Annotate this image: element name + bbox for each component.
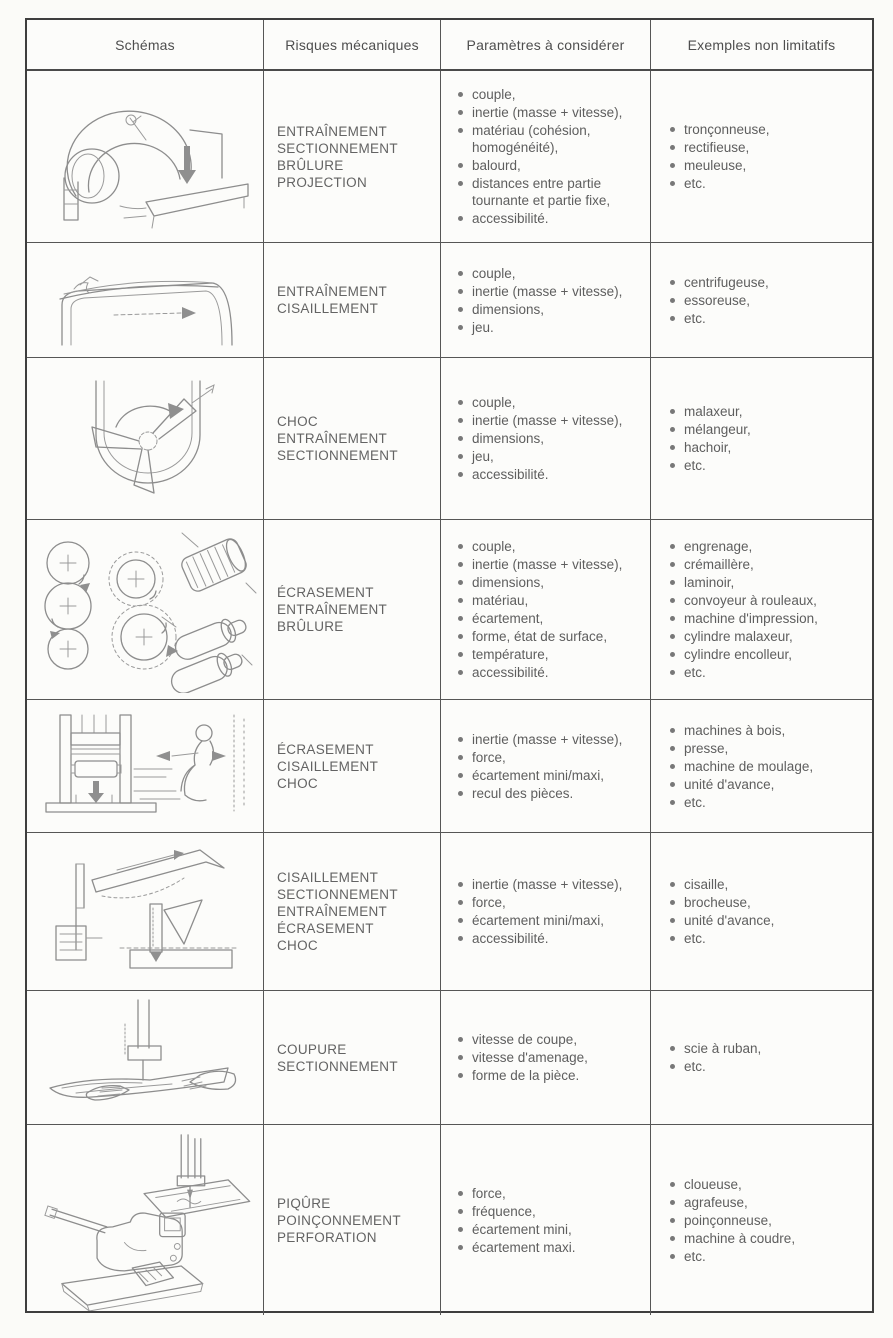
risk-label: ÉCRASEMENT [277,921,374,936]
bullet-item: distances entre partie tournante et partie fixe, [455,175,642,209]
bullet-item: presse, [667,740,864,757]
bullet-item: forme, état de surface, [455,628,642,645]
bullet-item: etc. [667,1058,864,1075]
risk-label: ENTRAÎNEMENT [277,602,388,617]
bullet-item: unité d'avance, [667,912,864,929]
bullet-item: etc. [667,1248,864,1265]
risques-cell [263,1125,440,1315]
schema-cell [27,520,263,699]
shear-blade-sketch [32,838,258,986]
schema-cell [27,71,263,242]
table-header-row [27,20,872,71]
risques-cell [263,243,440,357]
bullet-item: etc. [667,310,864,327]
centrifuge-sketch [34,251,256,349]
bullet-item: etc. [667,175,864,192]
risk-label: ENTRAÎNEMENT [277,431,388,446]
bullet-item: poinçonneuse, [667,1212,864,1229]
table-row [27,242,872,357]
parametres-cell [440,243,650,357]
bullet-item: couple, [455,265,642,282]
band-saw-hands-sketch [32,996,258,1120]
bullet-item: machine de moulage, [667,758,864,775]
exemples-cell [650,358,872,519]
bullet-item: tronçonneuse, [667,121,864,138]
bullet-item: cloueuse, [667,1176,864,1193]
bullet-item: forme de la pièce. [455,1067,642,1084]
parametres-cell [440,991,650,1124]
bullet-item: couple, [455,538,642,555]
bullet-item: inertie (masse + vitesse), [455,876,642,893]
bullet-item: machines à bois, [667,722,864,739]
risques-cell [263,358,440,519]
bullet-item: balourd, [455,157,642,174]
bullet-item: etc. [667,794,864,811]
nail-gun-sewing-sketch [32,1129,258,1311]
bullet-item: rectifieuse, [667,139,864,156]
bullet-item: fréquence, [455,1203,642,1220]
risk-label: CHOC [277,414,318,429]
bullet-item: accessibilité. [455,210,642,227]
bullet-item: force, [455,894,642,911]
bullet-item: hachoir, [667,439,864,456]
risk-label: ENTRAÎNEMENT [277,284,388,299]
risk-label: POINÇONNEMENT [277,1212,401,1228]
risk-label: ENTRAÎNEMENT [277,904,388,919]
risk-label: CISAILLEMENT [277,758,379,774]
bullet-item: écartement mini, [455,1221,642,1238]
risk-label: PIQÛRE [277,1195,331,1211]
table-row [27,1124,872,1315]
exemples-cell [650,71,872,242]
table-row [27,832,872,990]
bullet-item: jeu, [455,448,642,465]
risques-cell [263,520,440,699]
risk-label: CHOC [277,938,318,953]
exemples-cell [650,1125,872,1315]
bullet-item: machine à coudre, [667,1230,864,1247]
bullet-item: accessibilité. [455,664,642,681]
bullet-item: scie à ruban, [667,1040,864,1057]
parametres-cell [440,71,650,242]
bullet-item: crémaillère, [667,556,864,573]
bullet-item: dimensions, [455,430,642,447]
parametres-cell [440,833,650,990]
risk-label: CISAILLEMENT [277,870,379,885]
parametres-cell [440,520,650,699]
bullet-item: mélangeur, [667,421,864,438]
bullet-item: accessibilité. [455,466,642,483]
parametres-cell [440,700,650,832]
mixer-rotor-sketch [34,369,256,509]
schema-cell [27,700,263,832]
risques-cell [263,71,440,242]
bullet-item: inertie (masse + vitesse), [455,283,642,300]
risques-cell [263,700,440,832]
bullet-item: brocheuse, [667,894,864,911]
parametres-cell [440,358,650,519]
exemples-cell [650,520,872,699]
header-parametres: Paramètres à considérer [440,20,650,69]
risk-label: COUPURE [277,1041,347,1057]
bullet-item: cisaille, [667,876,864,893]
gears-rollers-sketch [32,527,258,693]
risk-label: ÉCRASEMENT [277,585,374,600]
bullet-item: etc. [667,930,864,947]
schema-cell [27,243,263,357]
table-row [27,357,872,519]
risk-label: ENTRAÎNEMENT [277,123,388,139]
bullet-item: convoyeur à rouleaux, [667,592,864,609]
bullet-item: essoreuse, [667,292,864,309]
table-row [27,990,872,1124]
bullet-item: force, [455,749,642,766]
bullet-item: écartement maxi. [455,1239,642,1256]
table-row [27,699,872,832]
bullet-item: vitesse de coupe, [455,1031,642,1048]
risk-label: SECTIONNEMENT [277,887,398,902]
bullet-item: cylindre encolleur, [667,646,864,663]
bullet-item: engrenage, [667,538,864,555]
bullet-item: malaxeur, [667,403,864,420]
bullet-item: dimensions, [455,574,642,591]
bullet-item: inertie (masse + vitesse), [455,412,642,429]
bullet-item: machine d'impression, [667,610,864,627]
exemples-cell [650,243,872,357]
schema-cell [27,1125,263,1315]
risques-cell [263,833,440,990]
risques-cell [263,991,440,1124]
risk-label: SECTIONNEMENT [277,1058,398,1074]
bullet-item: accessibilité. [455,930,642,947]
header-exemples: Exemples non limitatifs [650,20,872,69]
cutoff-saw-sketch [34,78,256,236]
table-row [27,71,872,242]
schema-cell [27,833,263,990]
mechanical-risks-table [25,18,874,1313]
header-risques-mecaniques: Risques mécaniques [263,20,440,69]
risk-label: BRÛLURE [277,619,344,634]
bullet-item: matériau (cohésion, homogénéité), [455,122,642,156]
header-schemas: Schémas [115,36,175,53]
bullet-item: meuleuse, [667,157,864,174]
table-row [27,519,872,699]
exemples-cell [650,700,872,832]
bullet-item: centrifugeuse, [667,274,864,291]
bullet-item: couple, [455,86,642,103]
bullet-item: dimensions, [455,301,642,318]
risk-label: CHOC [277,775,318,791]
risk-label: PERFORATION [277,1229,377,1245]
bullet-item: vitesse d'amenage, [455,1049,642,1066]
bullet-item: recul des pièces. [455,785,642,802]
bullet-item: inertie (masse + vitesse), [455,731,642,748]
bullet-item: etc. [667,457,864,474]
schema-cell [27,991,263,1124]
bullet-item: agrafeuse, [667,1194,864,1211]
risk-label: CISAILLEMENT [277,301,379,316]
exemples-cell [650,833,872,990]
bullet-item: etc. [667,664,864,681]
bullet-item: cylindre malaxeur, [667,628,864,645]
bullet-item: inertie (masse + vitesse), [455,104,642,121]
risk-label: ÉCRASEMENT [277,741,374,757]
bullet-item: force, [455,1185,642,1202]
schema-cell [27,358,263,519]
risk-label: SECTIONNEMENT [277,448,398,463]
risk-label: BRÛLURE [277,157,344,173]
bullet-item: inertie (masse + vitesse), [455,556,642,573]
bullet-item: écartement mini/maxi, [455,767,642,784]
parametres-cell [440,1125,650,1315]
exemples-cell [650,991,872,1124]
bullet-item: unité d'avance, [667,776,864,793]
bullet-item: écartement mini/maxi, [455,912,642,929]
bullet-item: laminoir, [667,574,864,591]
press-operator-sketch [32,707,258,825]
risk-label: PROJECTION [277,174,368,190]
table-body [27,71,872,1315]
bullet-item: matériau, [455,592,642,609]
bullet-item: écartement, [455,610,642,627]
bullet-item: jeu. [455,319,642,336]
bullet-item: température, [455,646,642,663]
bullet-item: couple, [455,394,642,411]
risk-label: SECTIONNEMENT [277,140,398,156]
